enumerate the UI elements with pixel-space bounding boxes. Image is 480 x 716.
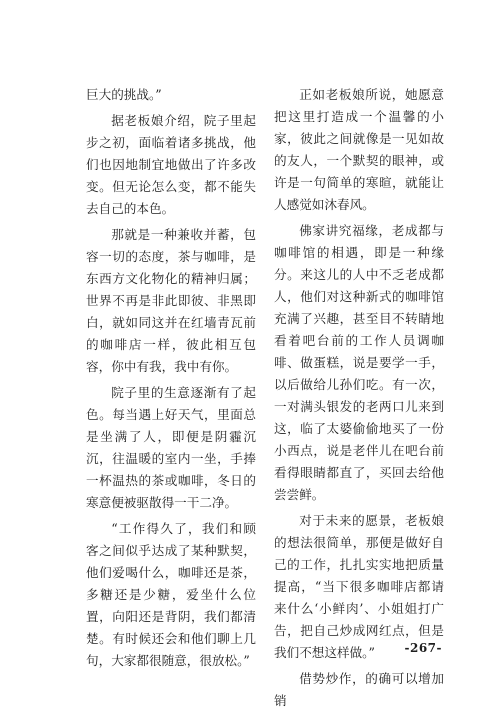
paragraph: 那就是一种兼收并蓄，包容一切的态度，茶与咖啡，是东西方文化物化的精神归属；世界不再是非此即彼、非黑即白，就如同这并在红墙青瓦前的咖啡店一样，彼此相互包容，你中有我，我中有你。 <box>86 227 256 374</box>
paragraph: 巨大的挑战。” <box>86 87 162 102</box>
left-text-column <box>86 84 256 676</box>
paragraph: 佛家讲究福缘，老成都与咖啡馆的相遇，即是一种缘分。来这儿的人中不乏老成都人，他们对这种新式的咖啡馆充满了兴趣，甚至目不转睛地看着吧台前的工作人员调咖啡、做蛋糕，说是要学一手，以后做给儿孙们吃。有一次，一对满头银发的老两口儿来到这，临了太婆偷偷地买了一份小西点，说是老伴儿在吧台前看得眼睛都直了，买回去给他尝尝鲜。 <box>274 223 444 502</box>
page-number: -267- <box>404 641 442 655</box>
paragraph: 正如老板娘所说，她愿意把这里打造成一个温馨的小家，彼此之间就像是一见如故的友人，一个默契的眼神，或许是一句简单的寒暄，就能让人感觉如沐春风。 <box>274 87 444 212</box>
paragraph: 院子里的生意逐渐有了起色。每当遇上好天气，里面总是坐满了人，即便是阴霾沉沉，往温暖的室内一坐，手捧一杯温热的茶或咖啡，冬日的寒意便被驱散得一干二净。 <box>86 385 256 510</box>
paragraph: 借势炒作，的确可以增加销 <box>274 671 444 708</box>
paragraph: “工作得久了，我们和顾客之间似乎达成了某种默契，他们爱喝什么，咖啡还是茶，多糖还是少糖，爱坐什么位置，向阳还是背阴，我们都清楚。有时候还会和他们聊上几句，大家都很随意，很放松。” <box>86 521 256 668</box>
right-text-column <box>274 84 444 716</box>
paragraph: 对于未来的愿景，老板娘的想法很简单，那便是做好自己的工作，扎扎实实地把质量提高，“当下很多咖啡店都请来什么‘小鲜肉’、小姐姐打广告，把自己炒成网红点，但是我们不想这样做。” <box>274 513 444 660</box>
paragraph: 据老板娘介绍，院子里起步之初，面临着诸多挑战，他们也因地制宜地做出了许多改变。但无论怎么变，都不能失去自己的本色。 <box>86 113 256 216</box>
